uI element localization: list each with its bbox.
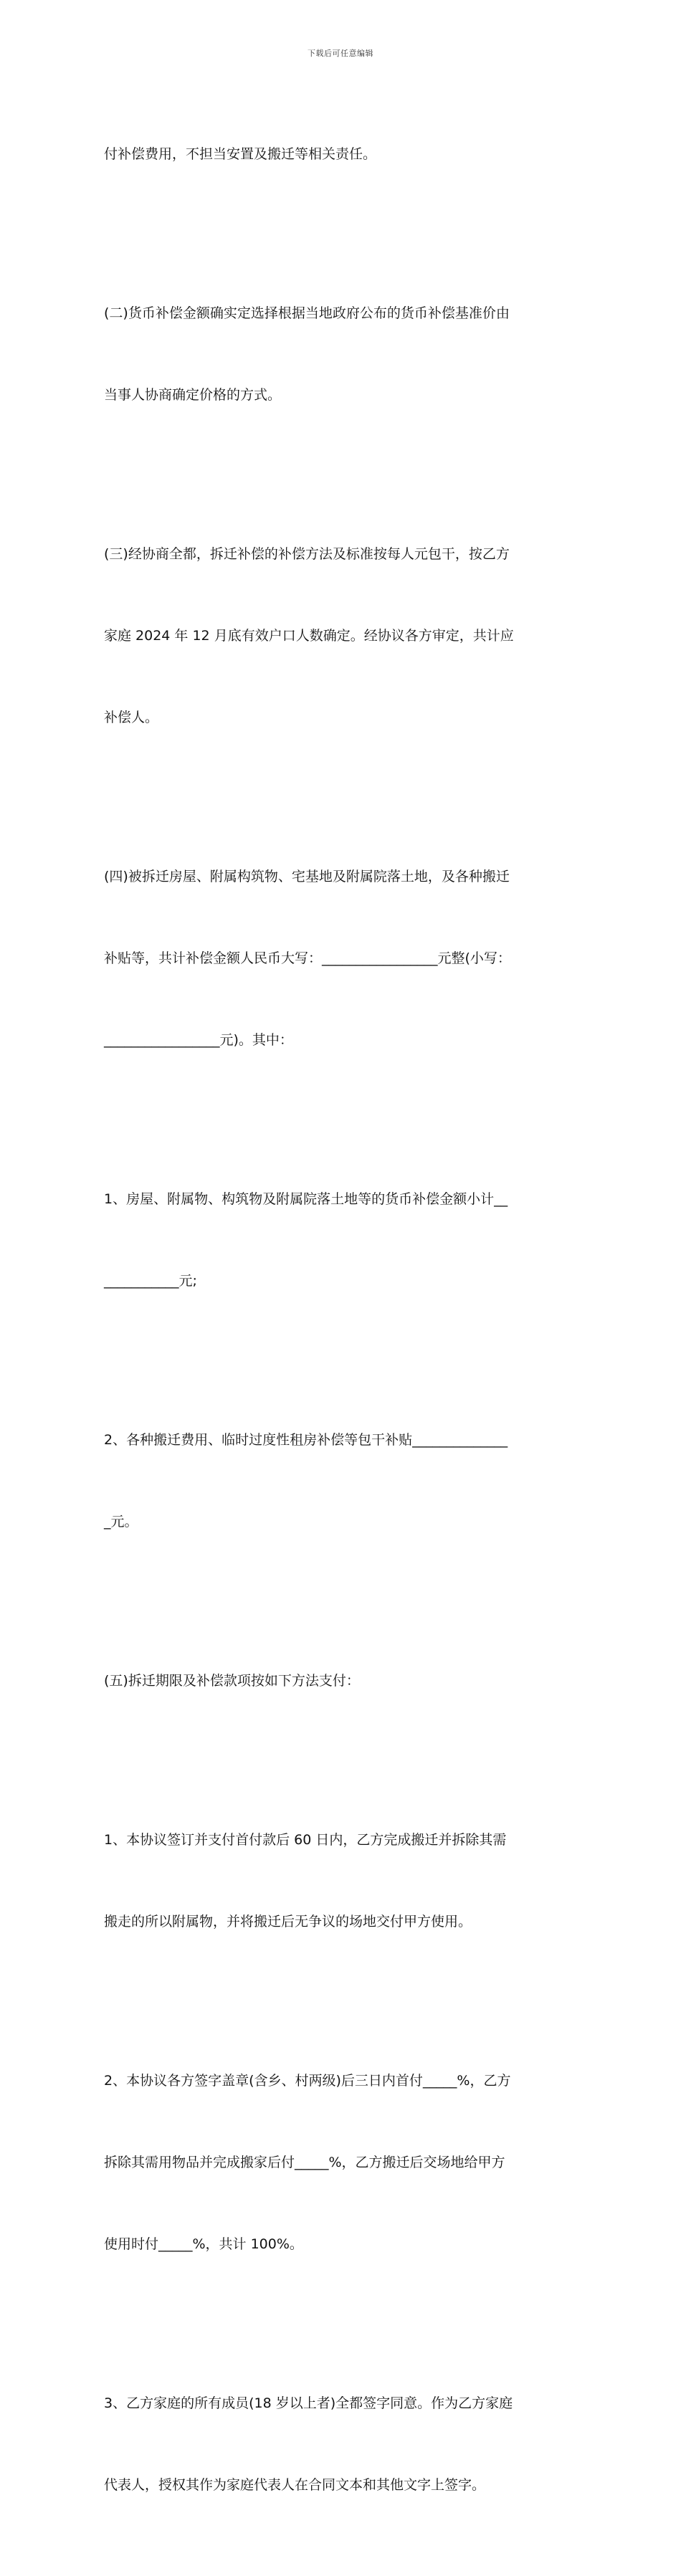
text-line: (二)货币补偿金额确实定选择根据当地政府公布的货币补偿基准价由 <box>104 305 510 321</box>
text-line: 付补偿费用，不担当安置及搬迁等相关责任。 <box>104 146 377 162</box>
text-line: 1、本协议签订并支付首付款后 60 日内，乙方完成搬迁并拆除其需 <box>104 1832 507 1848</box>
text-line: (三)经协商全都，拆迁补偿的补偿方法及标准按每人元包干，按乙方 <box>104 546 510 562</box>
text-line: (四)被拆迁房屋、附属构筑物、宅基地及附属院落土地，及各种搬迁 <box>104 869 510 884</box>
paragraph-6 <box>104 1372 581 1590</box>
text-line: 使用时付_____%，共计 100%。 <box>104 2236 303 2252</box>
paragraph-5 <box>104 1131 581 1349</box>
text-line: _元。 <box>104 1514 138 1530</box>
text-line: 搬走的所以附属物，并将搬迁后无争议的场地交付甲方使用。 <box>104 1914 472 1929</box>
text-line: 拆除其需用物品并完成搬家后付_____%，乙方搬迁后交场地给甲方 <box>104 2155 505 2170</box>
document-body <box>104 86 581 2576</box>
paragraph-1 <box>104 86 581 222</box>
paragraph-3 <box>104 486 581 786</box>
paragraph-4 <box>104 808 581 1108</box>
text-line: 当事人协商确定价格的方式。 <box>104 387 282 403</box>
paragraph-2 <box>104 245 581 463</box>
text-line: 2、本协议各方签字盖章(含乡、村两级)后三日内首付_____%，乙方 <box>104 2073 511 2089</box>
text-line: _________________元)。其中： <box>104 1032 293 1048</box>
text-line: 补偿人。 <box>104 710 159 725</box>
text-line: 3、乙方家庭的所有成员(18 岁以上者)全都签字同意。作为乙方家庭 <box>104 2395 513 2411</box>
text-line: (五)拆迁期限及补偿款项按如下方法支付： <box>104 1673 360 1689</box>
paragraph-7 <box>104 1613 581 1749</box>
text-line: 2、各种搬迁费用、临时过度性租房补偿等包干补贴______________ <box>104 1432 508 1448</box>
page-header: 下载后可任意编辑 <box>308 49 373 58</box>
text-line: ___________元; <box>104 1273 197 1289</box>
paragraph-9 <box>104 2013 581 2312</box>
text-line: 1、房屋、附属物、构筑物及附属院落土地等的货币补偿金额小计__ <box>104 1191 508 1207</box>
paragraph-8 <box>104 1772 581 1990</box>
text-line: 家庭 2024 年 12 月底有效户口人数确定。经协议各方审定，共计应 <box>104 628 514 644</box>
text-line: 补贴等，共计补偿金额人民币大写：_________________元整(小写： <box>104 950 511 966</box>
text-line: 代表人，授权其作为家庭代表人在合同文本和其他文字上签字。 <box>104 2477 486 2493</box>
paragraph-10 <box>104 2335 581 2553</box>
